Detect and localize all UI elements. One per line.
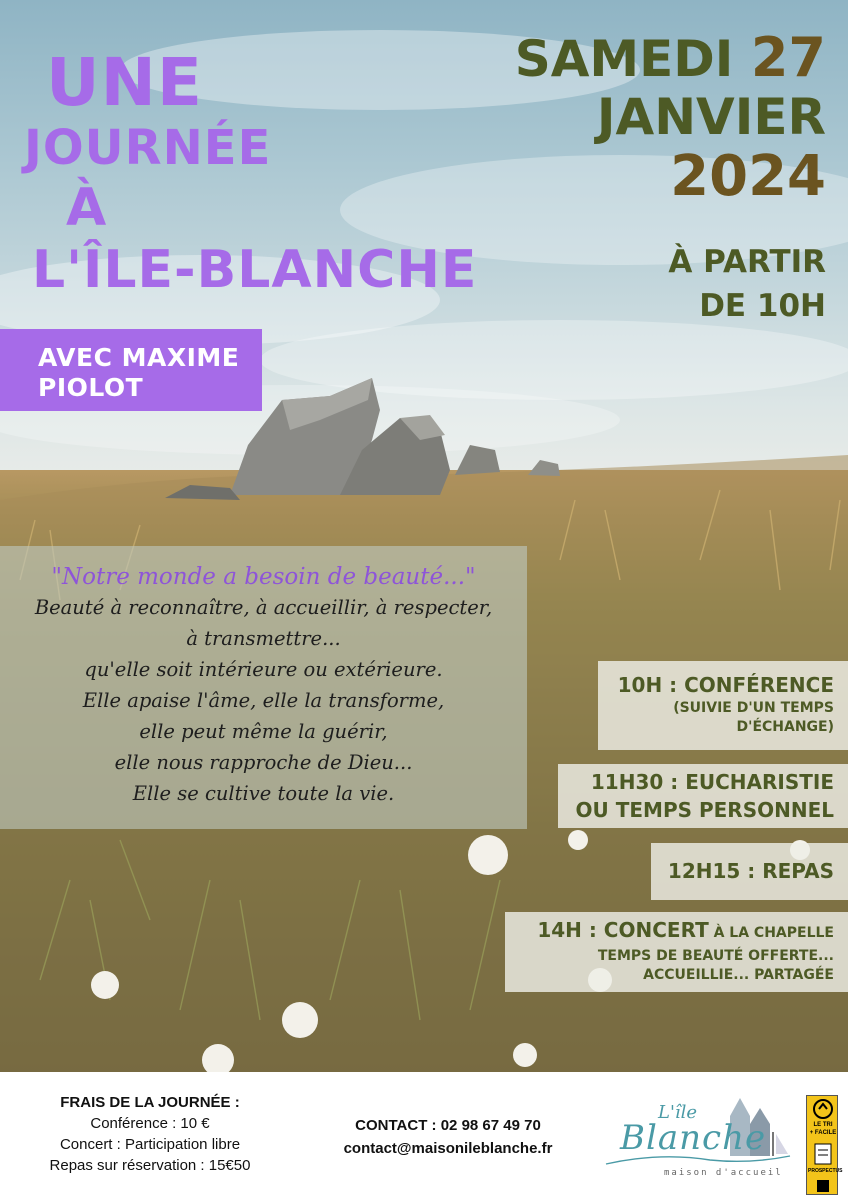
quote-line: elle nous rapproche de Dieu... (114, 751, 413, 774)
logo-text-big: Blanche (620, 1118, 767, 1158)
quote-line: à transmettre... (186, 627, 341, 650)
contact-email[interactable]: contact@maisonileblanche.fr (343, 1140, 553, 1157)
fee-line: Conférence : 10 € (90, 1115, 210, 1132)
programme-item-note: ACCUEILLIE... PARTAGÉE (643, 967, 834, 983)
programme-item-title: 12H15 : REPAS (667, 859, 834, 883)
guest-line-1: AVEC MAXIME (38, 343, 240, 372)
triman-text: + FACILE (809, 1130, 837, 1136)
programme-item-title: 10H : CONFÉRENCE (617, 673, 834, 697)
quote-title: "Notre monde a besoin de beauté..." (51, 564, 476, 590)
programme-item-eucharistie (558, 764, 848, 828)
concert-location: À LA CHAPELLE (708, 925, 834, 941)
fee-line: Repas sur réservation : 15€50 (49, 1157, 251, 1174)
date-weekday: SAMEDI (514, 30, 734, 88)
quote-line: Elle se cultive toute la vie. (132, 782, 395, 805)
date-month: JANVIER (596, 88, 826, 146)
guest-banner (0, 329, 262, 411)
quote-line: Beauté à reconnaître, à accueillir, à respecter, (34, 596, 493, 619)
date-weekday-day (515, 28, 826, 89)
start-time-line-1: À PARTIR (668, 244, 826, 280)
logo-text-small: L'île (658, 1102, 698, 1123)
recycling-triman-badge (806, 1095, 843, 1195)
triman-text: LE TRI (813, 1122, 833, 1128)
programme-item-note: (SUIVIE D'UN TEMPS (673, 700, 834, 716)
programme-item-title: OU TEMPS PERSONNEL (575, 798, 834, 822)
fees-title: FRAIS DE LA JOURNÉE : (60, 1094, 240, 1111)
programme-item-repas (651, 843, 848, 900)
date-year: 2024 (670, 144, 826, 209)
programme-item-concert (505, 912, 848, 992)
fee-line: Concert : Participation libre (59, 1136, 241, 1153)
title-line-2: JOURNÉE (24, 120, 272, 176)
quote-body (0, 592, 527, 809)
programme-item-title: 11H30 : EUCHARISTIE (590, 770, 834, 794)
concert-title: 14H : CONCERT (537, 918, 709, 942)
contact-block (330, 1114, 566, 1160)
triman-icon (808, 1098, 838, 1120)
fees-block (30, 1092, 270, 1176)
start-time (668, 240, 826, 328)
title-line-4: L'ÎLE-BLANCHE (32, 240, 478, 300)
date-day: 27 (750, 26, 826, 89)
triman-text: PROSPECTUS (808, 1168, 843, 1174)
programme-item-note: D'ÉCHANGE) (736, 719, 834, 735)
quote-line: Elle apaise l'âme, elle la transforme, (82, 689, 445, 712)
quote-line: elle peut même la guérir, (139, 720, 388, 743)
start-time-line-2: DE 10H (699, 288, 826, 324)
title-line-3: À (66, 178, 108, 238)
prospectus-icon (808, 1142, 838, 1166)
bin-icon (808, 1178, 838, 1194)
contact-phone: CONTACT : 02 98 67 49 70 (355, 1117, 541, 1134)
logo-subtitle: maison d'accueil (664, 1168, 783, 1178)
ile-blanche-logo (600, 1094, 796, 1184)
programme-item-conference (598, 661, 848, 750)
programme-item-title (505, 916, 834, 947)
programme-item-note: TEMPS DE BEAUTÉ OFFERTE... (597, 948, 834, 964)
guest-line-2: PIOLOT (38, 373, 144, 402)
footer (0, 1072, 848, 1200)
quote-panel (0, 546, 527, 829)
title-line-1: UNE (46, 44, 203, 121)
quote-line: qu'elle soit intérieure ou extérieure. (84, 658, 443, 681)
